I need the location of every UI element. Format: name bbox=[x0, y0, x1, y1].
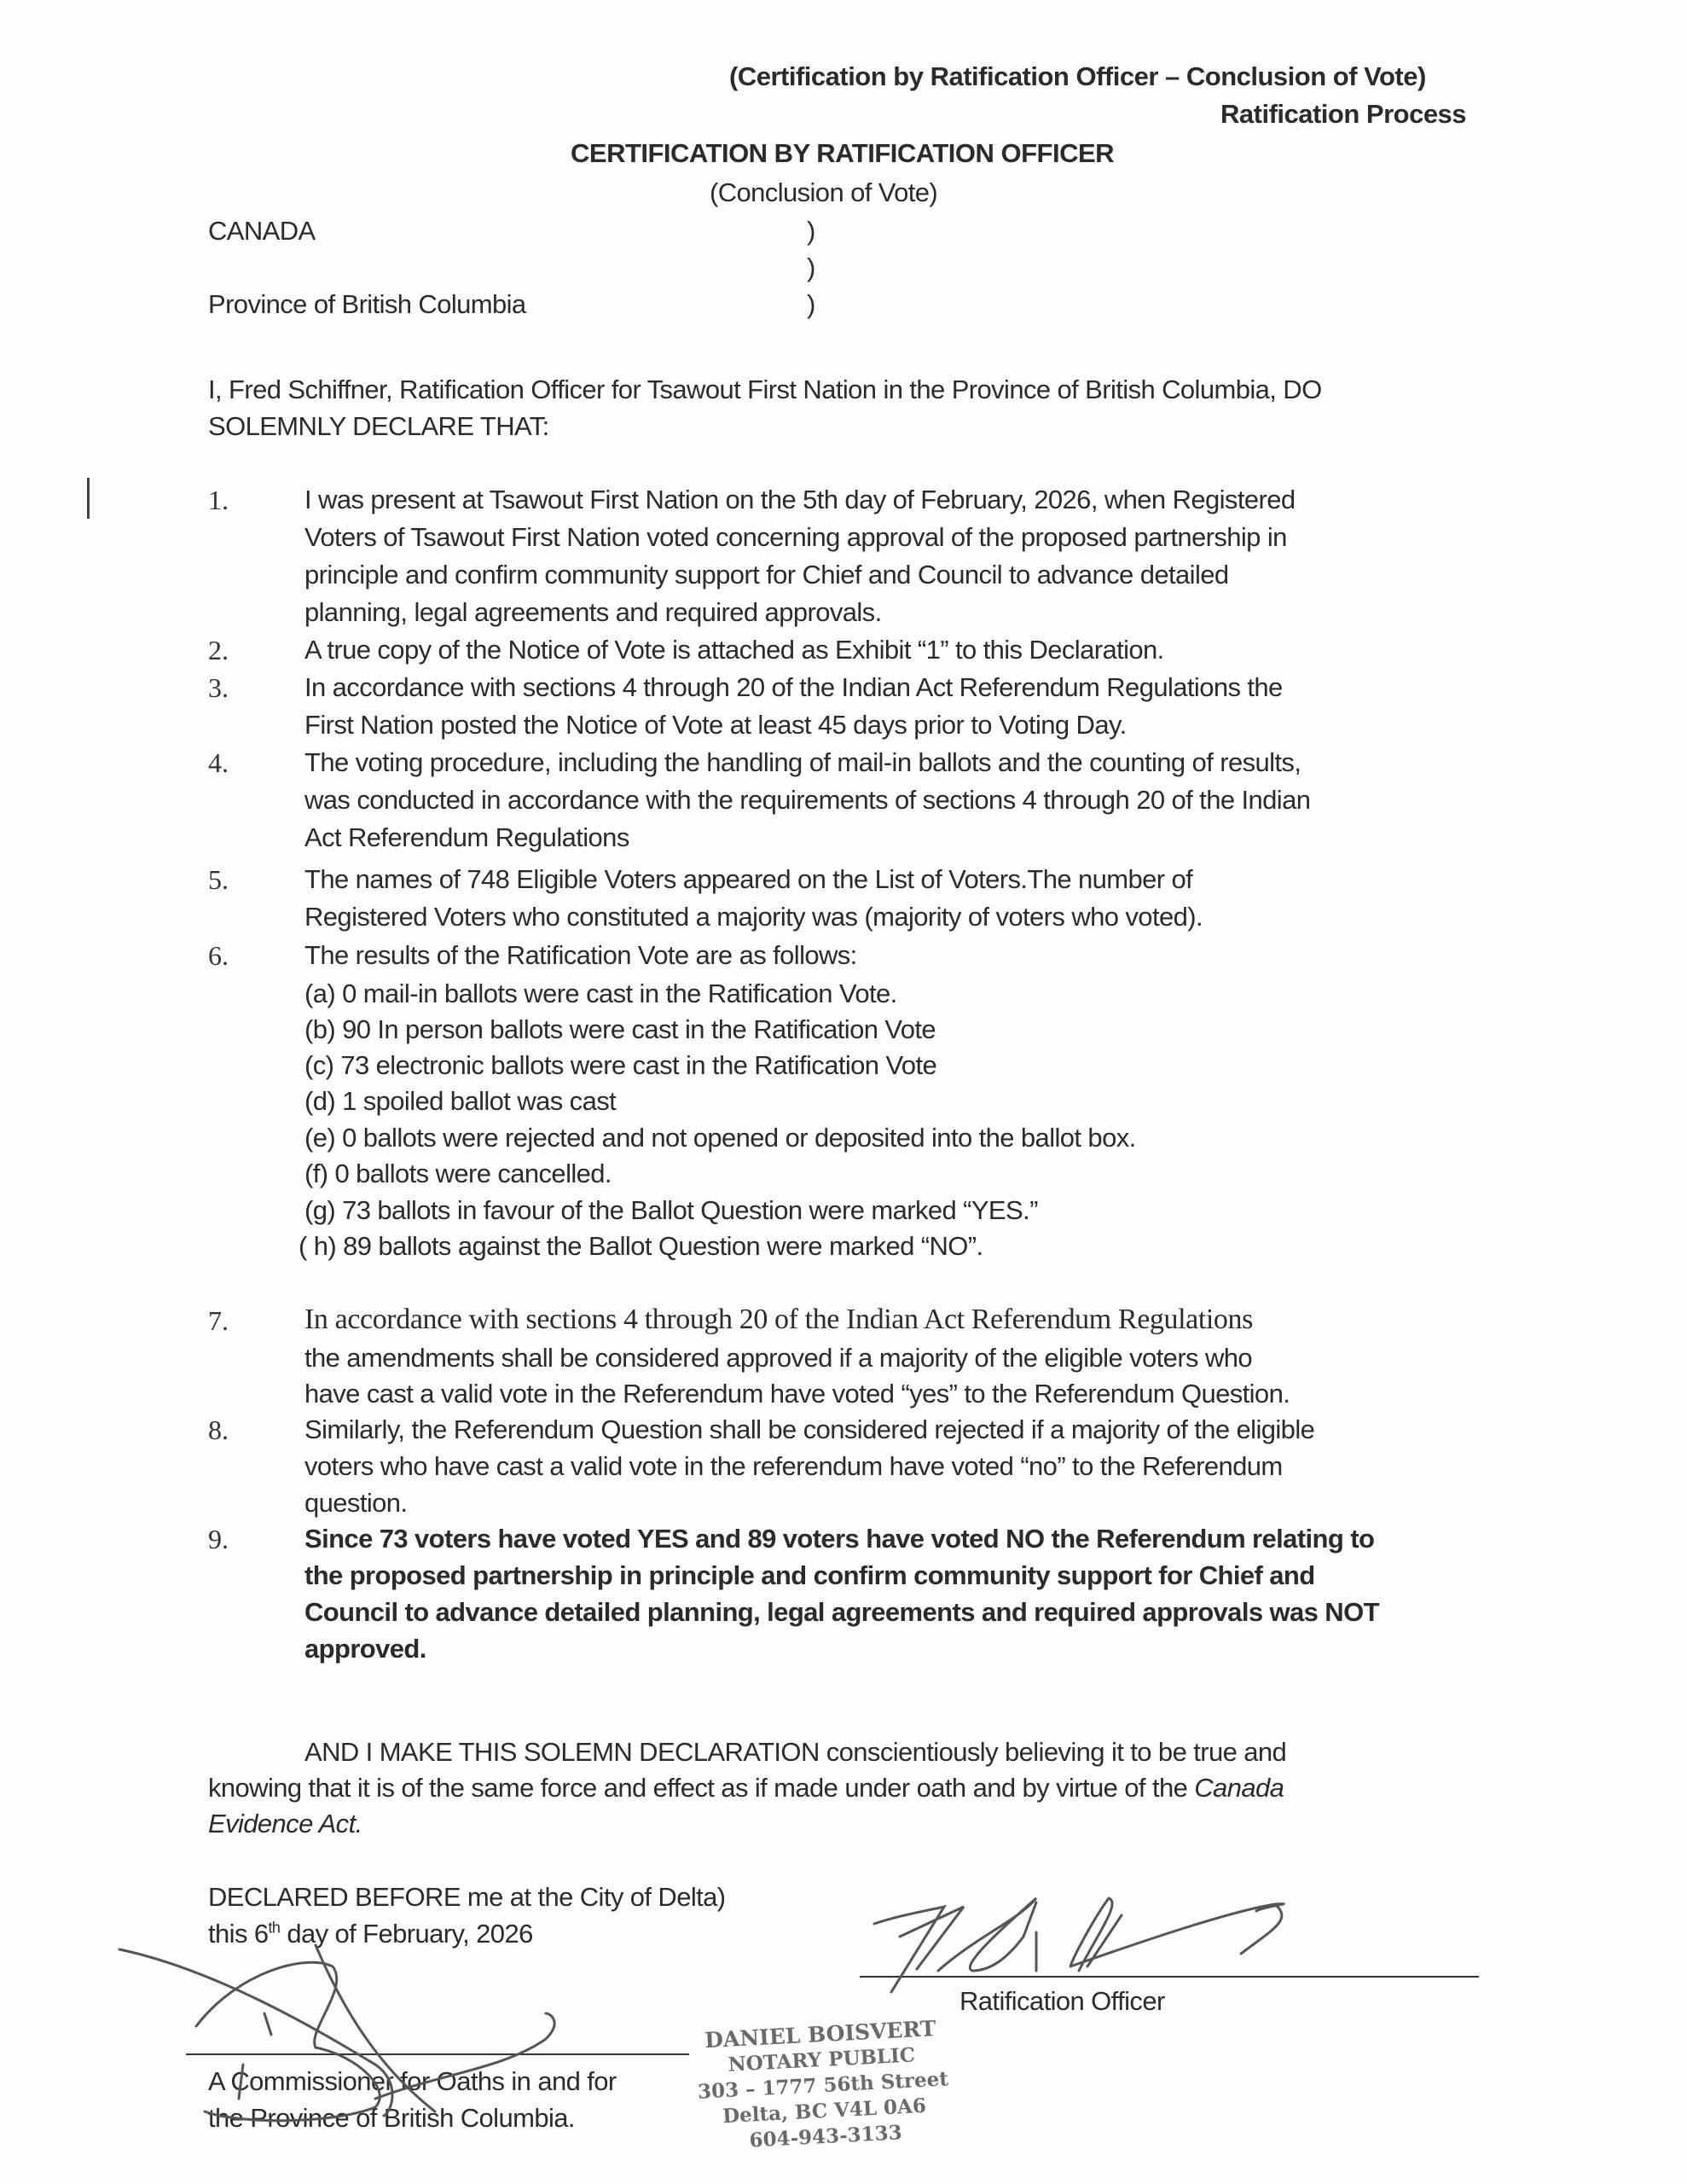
declared-date-post: day of February, 2026 bbox=[280, 1919, 533, 1949]
item-1-line: I was present at Tsawout First Nation on the 5th day of February, 2026, when Registered bbox=[304, 485, 1296, 514]
item-number: 2. bbox=[208, 635, 229, 665]
item-6-line: The results of the Ratification Vote are as follows: bbox=[304, 940, 857, 970]
document-subtitle: (Conclusion of Vote) bbox=[710, 177, 938, 207]
process-label: Ratification Process bbox=[1220, 99, 1467, 129]
item-number: 3. bbox=[208, 672, 229, 703]
item-7-line: the amendments shall be considered approved if a majority of the eligible voters who bbox=[304, 1343, 1253, 1373]
item-4-line: The voting procedure, including the handling of mail-in ballots and the counting of results, bbox=[304, 747, 1301, 777]
paren-2: ) bbox=[807, 253, 816, 282]
intro-line-1: I, Fred Schiffner, Ratification Officer for Tsawout First Nation in the Province of British Columbia, DO bbox=[208, 375, 1322, 404]
item-number: 4. bbox=[208, 747, 229, 778]
act-name-b: Evidence Act. bbox=[208, 1809, 362, 1838]
item-2-line: A true copy of the Notice of Vote is attached as Exhibit “1” to this Declaration. bbox=[304, 635, 1164, 665]
commissioner-line-1: A Commissioner for Oaths in and for bbox=[208, 2066, 617, 2096]
item-1-line: Voters of Tsawout First Nation voted concerning approval of the proposed partnership in bbox=[304, 522, 1287, 552]
item-number: 1. bbox=[208, 485, 229, 515]
item-4-line: Act Referendum Regulations bbox=[304, 822, 629, 852]
paren-1: ) bbox=[807, 216, 816, 246]
result-d: (d) 1 spoiled ballot was cast bbox=[304, 1086, 617, 1116]
item-number: 7. bbox=[208, 1305, 229, 1336]
item-7-line: In accordance with sections 4 through 20 of the Indian Act Referendum Regulations bbox=[304, 1304, 1253, 1335]
item-9-line: Since 73 voters have voted YES and 89 voters have voted NO the Referendum relating to bbox=[304, 1524, 1375, 1554]
stamp-address: 303 – 1777 56th Street bbox=[697, 2067, 949, 2104]
declaration-line-1: AND I MAKE THIS SOLEMN DECLARATION conscientiously believing it to be true and bbox=[304, 1737, 1287, 1767]
declaration-text: knowing that it is of the same force and effect as if made under oath and by virtue of the bbox=[208, 1773, 1195, 1803]
commissioner-line-2: the Province of British Columbia. bbox=[208, 2103, 575, 2133]
country: CANADA bbox=[208, 216, 316, 246]
form-title: (Certification by Ratification Officer – Conclusion of Vote) bbox=[729, 61, 1426, 91]
declared-line-1: DECLARED BEFORE me at the City of Delta) bbox=[208, 1882, 726, 1912]
item-number: 6. bbox=[208, 940, 229, 971]
result-c: (c) 73 electronic ballots were cast in the Ratification Vote bbox=[304, 1050, 937, 1080]
officer-signature bbox=[874, 1885, 1488, 2001]
margin-mark bbox=[87, 478, 90, 519]
item-number: 5. bbox=[208, 864, 229, 895]
item-9-line: the proposed partnership in principle and confirm community support for Chief and bbox=[304, 1560, 1315, 1590]
stamp-title: NOTARY PUBLIC bbox=[728, 2043, 916, 2077]
paren-3: ) bbox=[807, 289, 816, 319]
document-title: CERTIFICATION BY RATIFICATION OFFICER bbox=[571, 138, 1115, 168]
declared-date-pre: this 6 bbox=[208, 1919, 269, 1949]
result-e: (e) 0 ballots were rejected and not opened or deposited into the ballot box. bbox=[304, 1123, 1136, 1153]
item-7-line: have cast a valid vote in the Referendum have voted “yes” to the Referendum Question. bbox=[304, 1379, 1290, 1409]
item-5-line: Registered Voters who constituted a majority was (majority of voters who voted). bbox=[304, 902, 1203, 932]
item-5-line: The names of 748 Eligible Voters appeared on the List of Voters.The number of bbox=[304, 864, 1193, 894]
officer-label: Ratification Officer bbox=[959, 1986, 1165, 2016]
item-8-line: Similarly, the Referendum Question shall be considered rejected if a majority of the eligible bbox=[304, 1414, 1315, 1444]
item-1-line: planning, legal agreements and required approvals. bbox=[304, 597, 882, 627]
stamp-city: Delta, BC V4L 0A6 bbox=[722, 2094, 927, 2129]
result-b: (b) 90 In person ballots were cast in the Ratification Vote bbox=[304, 1014, 936, 1044]
result-h: ( h) 89 ballots against the Ballot Question were marked “NO”. bbox=[299, 1231, 983, 1261]
result-g: (g) 73 ballots in favour of the Ballot Question were marked “YES.” bbox=[304, 1195, 1038, 1225]
item-3-line: In accordance with sections 4 through 20 of the Indian Act Referendum Regulations the bbox=[304, 672, 1283, 702]
item-8-line: voters who have cast a valid vote in the referendum have voted “no” to the Referendum bbox=[304, 1451, 1283, 1481]
province: Province of British Columbia bbox=[208, 289, 526, 319]
result-a: (a) 0 mail-in ballots were cast in the Ratification Vote. bbox=[304, 979, 897, 1008]
item-8-line: question. bbox=[304, 1488, 408, 1518]
item-number: 9. bbox=[208, 1524, 229, 1554]
item-4-line: was conducted in accordance with the requirements of sections 4 through 20 of the Indian bbox=[304, 785, 1311, 815]
item-9-line: Council to advance detailed planning, legal agreements and required approvals was NOT bbox=[304, 1597, 1379, 1627]
declaration-line-3 bbox=[208, 1809, 362, 1839]
commissioner-signature bbox=[119, 1937, 648, 2129]
item-number: 8. bbox=[208, 1414, 229, 1445]
result-f: (f) 0 ballots were cancelled. bbox=[304, 1159, 612, 1188]
item-1-line: principle and confirm community support for Chief and Council to advance detailed bbox=[304, 560, 1229, 590]
declared-date-sup: th bbox=[268, 1919, 281, 1937]
item-3-line: First Nation posted the Notice of Vote at least 45 days prior to Voting Day. bbox=[304, 710, 1127, 740]
declaration-line-2 bbox=[208, 1773, 1284, 1804]
intro-line-2: SOLEMNLY DECLARE THAT: bbox=[208, 411, 549, 441]
act-name-a: Canada bbox=[1194, 1773, 1284, 1803]
stamp-name: DANIEL BOISVERT bbox=[704, 2015, 937, 2053]
stamp-phone: 604-943-3133 bbox=[748, 2121, 903, 2152]
notary-stamp bbox=[687, 2015, 958, 2157]
item-9-line: approved. bbox=[304, 1634, 426, 1664]
